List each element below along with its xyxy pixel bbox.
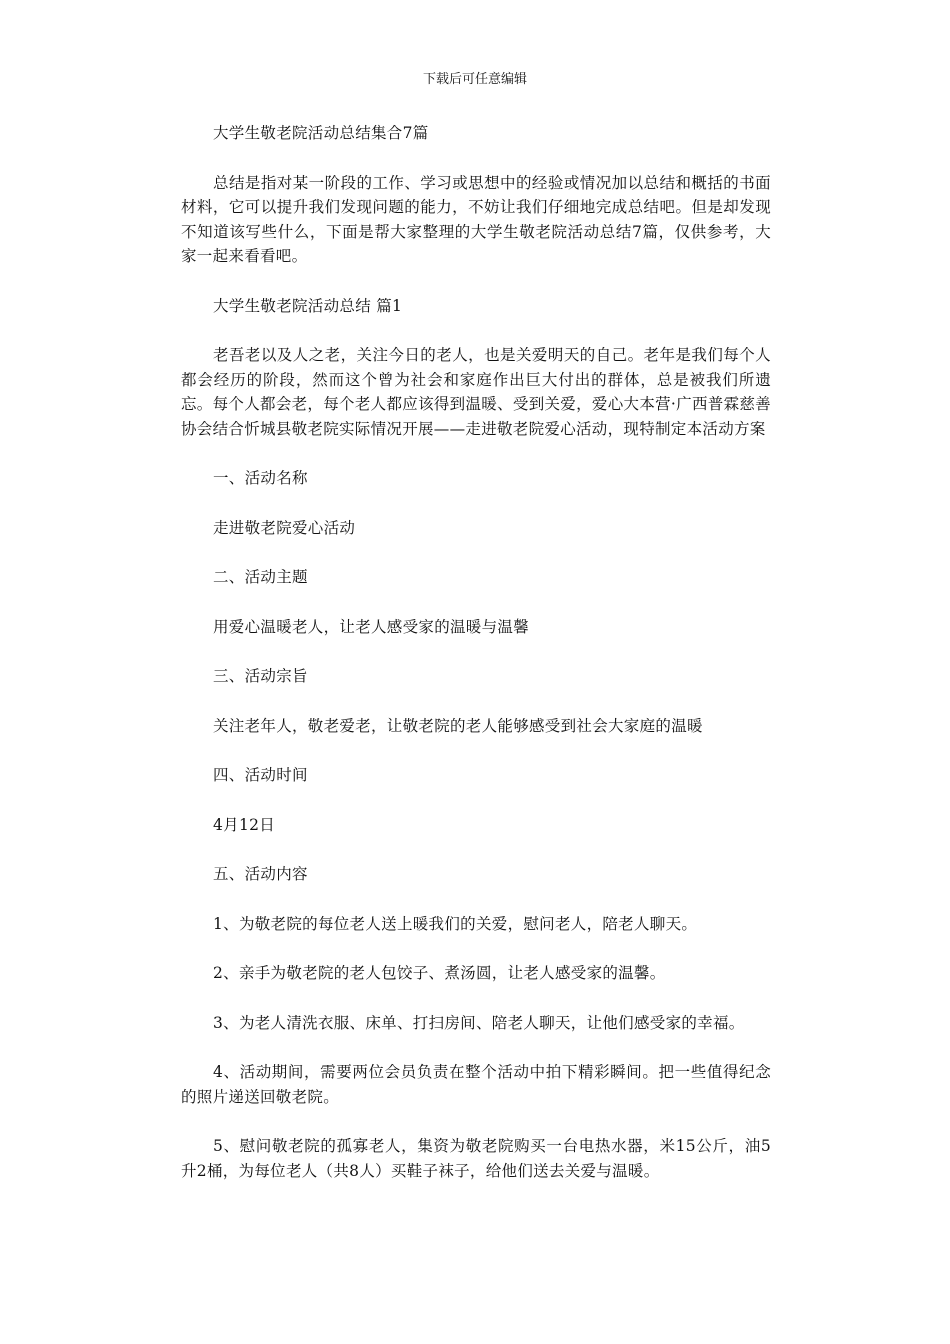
heading-activity-purpose: 三、活动宗旨 bbox=[213, 667, 308, 685]
intro-paragraph: 总结是指对某一阶段的工作、学习或思想中的经验或情况加以总结和概括的书面材料，它可以提升我们发现问题的能力，不妨让我们仔细地完成总结吧。但是却发现不知道该写些什么，下面是帮大家整理的大学生敬老院活动总结7篇，仅供参考，大家一起来看看吧。 bbox=[181, 173, 771, 265]
heading-activity-name: 一、活动名称 bbox=[213, 469, 308, 487]
activity-time-text: 4月12日 bbox=[213, 815, 276, 834]
content-item: 2、亲手为敬老院的老人包饺子、煮汤圆，让老人感受家的温馨。 bbox=[213, 964, 666, 982]
activity-theme-text: 用爱心温暖老人，让老人感受家的温暖与温馨 bbox=[213, 617, 530, 636]
heading-activity-time: 四、活动时间 bbox=[213, 766, 308, 784]
download-note: 下载后可任意编辑 bbox=[422, 72, 527, 87]
content-item: 1、为敬老院的每位老人送上暖我们的关爱，慰问老人，陪老人聊天。 bbox=[213, 914, 698, 933]
content-item: 3、为老人清洗衣服、床单、打扫房间、陪老人聊天，让他们感受家的幸福。 bbox=[213, 1013, 745, 1032]
activity-name-text: 走进敬老院爱心活动 bbox=[213, 518, 356, 537]
heading-activity-content: 五、活动内容 bbox=[213, 865, 308, 883]
document-body bbox=[181, 121, 771, 1208]
content-item: 4、活动期间，需要两位会员负责在整个活动中拍下精彩瞬间。把一些值得纪念的照片递送回敬老院。 bbox=[181, 1063, 771, 1106]
section-intro-paragraph: 老吾老以及人之老，关注今日的老人，也是关爱明天的自己。老年是我们每个人都会经历的阶段，然而这个曾为社会和家庭作出巨大付出的群体，总是被我们所遗忘。每个人都会老，每个老人都应该得到温暖、受到关爱，爱心大本营·广西普霖慈善协会结合忻城县敬老院实际情况开展——走进敬老院爱心活动，现特制定本活动方案 bbox=[181, 346, 771, 438]
document-title: 大学生敬老院活动总结集合7篇 bbox=[213, 124, 429, 142]
section-title: 大学生敬老院活动总结 篇1 bbox=[213, 296, 403, 315]
content-item: 5、慰问敬老院的孤寡老人，集资为敬老院购买一台电热水器，米15公斤，油5升2桶，为每位老人（共8人）买鞋子袜子，给他们送去关爱与温暖。 bbox=[181, 1137, 771, 1180]
activity-purpose-text: 关注老年人，敬老爱老，让敬老院的老人能够感受到社会大家庭的温暖 bbox=[213, 716, 703, 735]
heading-activity-theme: 二、活动主题 bbox=[213, 568, 308, 586]
